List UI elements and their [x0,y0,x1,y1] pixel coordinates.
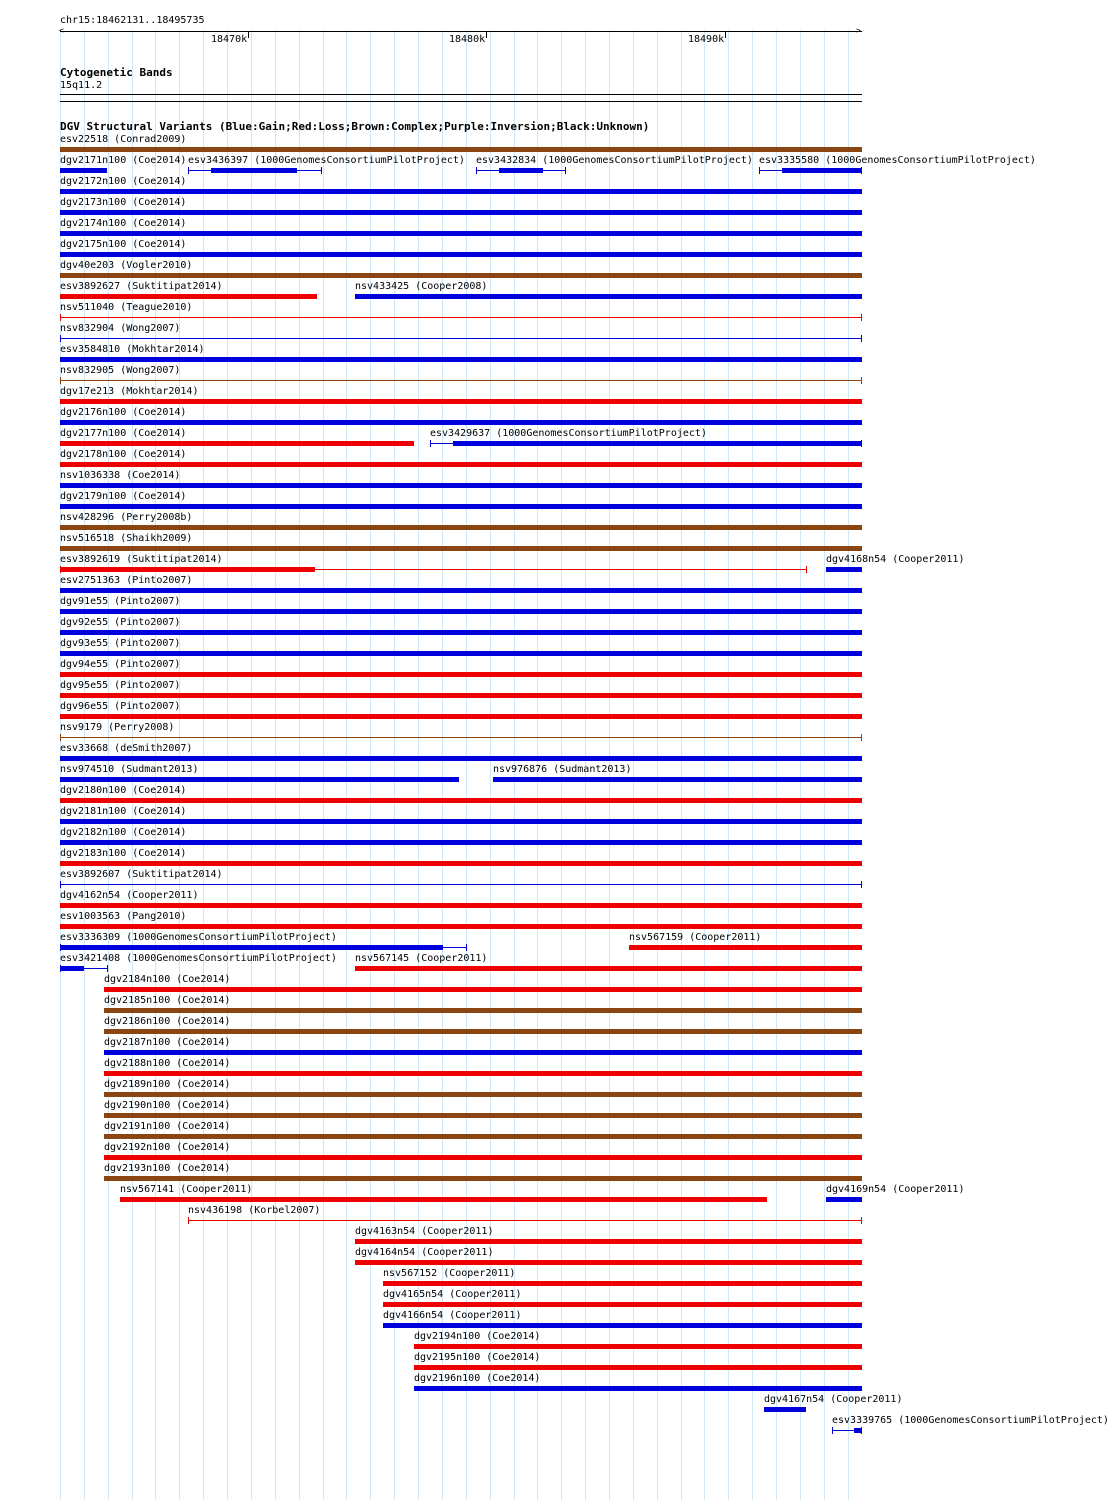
variant-bar[interactable] [60,588,862,593]
variant-label[interactable]: dgv2183n100 (Coe2014) [60,848,187,859]
variant-bar[interactable] [764,1407,806,1412]
variant-bar[interactable] [414,1365,862,1370]
variant-label[interactable]: dgv92e55 (Pinto2007) [60,617,181,628]
variant-label[interactable]: dgv40e203 (Vogler2010) [60,260,193,271]
variant-label[interactable]: dgv2181n100 (Coe2014) [60,806,187,817]
variant-core-bar[interactable] [782,168,862,173]
variant-label[interactable]: dgv2196n100 (Coe2014) [414,1373,541,1384]
variant-label[interactable]: dgv4165n54 (Cooper2011) [383,1289,522,1300]
variant-bar[interactable] [60,231,862,236]
variant-bar[interactable] [60,651,862,656]
variant-bar[interactable] [60,777,459,782]
variant-label[interactable]: dgv4163n54 (Cooper2011) [355,1226,494,1237]
variant-label[interactable]: esv3335580 (1000GenomesConsortiumPilotProject) [759,155,1036,166]
variant-end-tick [476,167,477,174]
variant-bar[interactable] [383,1323,862,1328]
variant-bar[interactable] [60,525,862,530]
variant-bar[interactable] [104,1176,862,1181]
dgv-track-title[interactable]: DGV Structural Variants (Blue:Gain;Red:Loss;Brown:Complex;Purple:Inversion;Black:Unknown) [60,120,650,133]
variant-end-tick [466,944,467,951]
variant-bar[interactable] [60,357,862,362]
variant-span-line[interactable] [188,1220,862,1221]
variant-label[interactable]: dgv2180n100 (Coe2014) [60,785,187,796]
variant-label[interactable]: esv3892627 (Suktitipat2014) [60,281,223,292]
variant-label[interactable]: esv1003563 (Pang2010) [60,911,187,922]
variant-core-bar[interactable] [60,945,443,950]
variant-end-tick [60,314,61,321]
grid-line [370,30,371,1500]
variant-bar[interactable] [60,924,862,929]
variant-label[interactable]: nsv976876 (Sudmant2013) [493,764,632,775]
variant-label[interactable]: dgv2179n100 (Coe2014) [60,491,187,502]
variant-label[interactable]: dgv2193n100 (Coe2014) [104,1163,231,1174]
variant-label[interactable]: esv3339765 (1000GenomesConsortiumPilotProject) [832,1415,1109,1426]
variant-label[interactable]: dgv2192n100 (Coe2014) [104,1142,231,1153]
variant-label[interactable]: dgv2178n100 (Coe2014) [60,449,187,460]
ruler-tick-label: 18470k [211,34,248,45]
variant-bar[interactable] [493,777,862,782]
variant-label[interactable]: dgv2189n100 (Coe2014) [104,1079,231,1090]
variant-label[interactable]: esv3436397 (1000GenomesConsortiumPilotProject) [188,155,465,166]
variant-label[interactable]: nsv832905 (Wong2007) [60,365,181,376]
variant-label[interactable]: dgv2191n100 (Coe2014) [104,1121,231,1132]
ruler-tick [248,31,249,38]
variant-label[interactable]: esv3892619 (Suktitipat2014) [60,554,223,565]
variant-label[interactable]: nsv436198 (Korbel2007) [188,1205,321,1216]
variant-label[interactable]: dgv2190n100 (Coe2014) [104,1100,231,1111]
variant-label[interactable]: dgv91e55 (Pinto2007) [60,596,181,607]
variant-bar[interactable] [104,1113,862,1118]
variant-bar[interactable] [104,1050,862,1055]
variant-label[interactable]: dgv2172n100 (Coe2014) [60,176,187,187]
grid-line [704,30,705,1500]
variant-label[interactable]: dgv95e55 (Pinto2007) [60,680,181,691]
variant-span-line[interactable] [60,380,862,381]
variant-bar[interactable] [383,1281,862,1286]
variant-bar[interactable] [414,1386,862,1391]
variant-label[interactable]: esv22518 (Conrad2009) [60,134,187,145]
grid-line [346,30,347,1500]
variant-label[interactable]: nsv511040 (Teague2010) [60,302,193,313]
variant-label[interactable]: esv33668 (deSmith2007) [60,743,193,754]
variant-label[interactable]: dgv2186n100 (Coe2014) [104,1016,231,1027]
variant-end-tick [759,167,760,174]
variant-label[interactable]: nsv567141 (Cooper2011) [120,1184,253,1195]
variant-bar[interactable] [60,903,862,908]
variant-span-line[interactable] [60,338,862,339]
variant-label[interactable]: dgv4168n54 (Cooper2011) [826,554,965,565]
variant-bar[interactable] [104,1092,862,1097]
variant-label[interactable]: dgv2177n100 (Coe2014) [60,428,187,439]
variant-label[interactable]: dgv4166n54 (Cooper2011) [383,1310,522,1321]
position-label: chr15:18462131..18495735 [60,15,205,26]
variant-bar[interactable] [60,147,862,152]
variant-label[interactable]: dgv2185n100 (Coe2014) [104,995,231,1006]
variant-label[interactable]: dgv4169n54 (Cooper2011) [826,1184,965,1195]
variant-label[interactable]: nsv9179 (Perry2008) [60,722,175,733]
variant-label[interactable]: dgv2188n100 (Coe2014) [104,1058,231,1069]
variant-bar[interactable] [60,168,107,173]
ruler-line [60,31,862,32]
variant-end-tick [188,1217,189,1224]
variant-label[interactable]: dgv2171n100 (Coe2014) [60,155,187,166]
variant-end-tick [188,167,189,174]
variant-bar[interactable] [60,798,862,803]
variant-bar[interactable] [104,1071,862,1076]
grid-line [203,30,204,1500]
variant-bar[interactable] [60,546,862,551]
variant-end-tick [806,566,807,573]
variant-label[interactable]: dgv2173n100 (Coe2014) [60,197,187,208]
variant-label[interactable]: esv3432834 (1000GenomesConsortiumPilotProject) [476,155,753,166]
variant-bar[interactable] [60,840,862,845]
variant-end-tick [832,1427,833,1434]
ruler-arrow-left: < [59,26,64,35]
variant-bar[interactable] [104,1029,862,1034]
variant-bar[interactable] [104,1155,862,1160]
variant-end-tick [861,881,862,888]
variant-label[interactable]: dgv2194n100 (Coe2014) [414,1331,541,1342]
variant-end-tick [861,1217,862,1224]
variant-bar[interactable] [826,567,862,572]
ruler-arrow-right: > [856,26,861,35]
variant-end-tick [60,881,61,888]
variant-bar[interactable] [60,630,862,635]
grid-line [251,30,252,1500]
variant-bar[interactable] [629,945,862,950]
cytoband-bottom-line [60,101,862,102]
variant-end-tick [107,965,108,972]
variant-label[interactable]: dgv2174n100 (Coe2014) [60,218,187,229]
variant-label[interactable]: nsv428296 (Perry2008b) [60,512,193,523]
variant-span-line[interactable] [60,737,862,738]
variant-label[interactable]: dgv2187n100 (Coe2014) [104,1037,231,1048]
variant-end-tick [321,167,322,174]
variant-bar[interactable] [60,441,414,446]
variant-label[interactable]: esv3336309 (1000GenomesConsortiumPilotProject) [60,932,337,943]
variant-label[interactable]: nsv433425 (Cooper2008) [355,281,488,292]
variant-label[interactable]: esv3421408 (1000GenomesConsortiumPilotProject) [60,953,337,964]
variant-label[interactable]: nsv516518 (Shaikh2009) [60,533,193,544]
variant-bar[interactable] [60,861,862,866]
variant-end-tick [565,167,566,174]
cytoband-track-title[interactable]: Cytogenetic Bands [60,66,173,79]
variant-end-tick [861,377,862,384]
variant-label[interactable]: dgv94e55 (Pinto2007) [60,659,181,670]
variant-core-bar[interactable] [60,966,84,971]
variant-bar[interactable] [826,1197,862,1202]
variant-span-line[interactable] [60,317,862,318]
ruler-tick-label: 18480k [449,34,486,45]
variant-label[interactable]: nsv1036338 (Coe2014) [60,470,181,481]
variant-label[interactable]: dgv2175n100 (Coe2014) [60,239,187,250]
variant-core-bar[interactable] [60,567,315,572]
variant-label[interactable]: nsv974510 (Sudmant2013) [60,764,199,775]
variant-label[interactable]: nsv567152 (Cooper2011) [383,1268,516,1279]
grid-line [299,30,300,1500]
variant-bar[interactable] [60,252,862,257]
grid-line [275,30,276,1500]
grid-line [728,30,729,1500]
variant-label[interactable]: esv3892607 (Suktitipat2014) [60,869,223,880]
grid-line [633,30,634,1500]
variant-label[interactable]: esv3584810 (Mokhtar2014) [60,344,205,355]
variant-bar[interactable] [60,294,317,299]
ruler-tick [725,31,726,38]
variant-label[interactable]: dgv96e55 (Pinto2007) [60,701,181,712]
grid-line [776,30,777,1500]
variant-bar[interactable] [60,420,862,425]
variant-label[interactable]: dgv93e55 (Pinto2007) [60,638,181,649]
variant-bar[interactable] [60,483,862,488]
cytoband-top-line [60,94,862,95]
variant-bar[interactable] [383,1302,862,1307]
variant-end-tick [861,335,862,342]
variant-label[interactable]: dgv2195n100 (Coe2014) [414,1352,541,1363]
variant-bar[interactable] [60,819,862,824]
variant-end-tick [60,734,61,741]
variant-bar[interactable] [355,966,862,971]
variant-end-tick [861,734,862,741]
grid-line [657,30,658,1500]
variant-end-tick [60,377,61,384]
variant-end-tick [60,335,61,342]
grid-line [848,30,849,1500]
grid-line [227,30,228,1500]
grid-line [800,30,801,1500]
grid-line [752,30,753,1500]
variant-core-bar[interactable] [854,1428,862,1433]
variant-bar[interactable] [104,1008,862,1013]
grid-line [681,30,682,1500]
variant-bar[interactable] [60,189,862,194]
grid-line [323,30,324,1500]
variant-bar[interactable] [104,987,862,992]
grid-line [824,30,825,1500]
variant-label[interactable]: dgv4167n54 (Cooper2011) [764,1394,903,1405]
variant-label[interactable]: nsv567159 (Cooper2011) [629,932,762,943]
variant-end-tick [430,440,431,447]
variant-bar[interactable] [60,210,862,215]
variant-bar[interactable] [60,273,862,278]
variant-label[interactable]: dgv4164n54 (Cooper2011) [355,1247,494,1258]
variant-span-line[interactable] [60,884,862,885]
variant-bar[interactable] [355,1260,862,1265]
variant-label[interactable]: dgv2182n100 (Coe2014) [60,827,187,838]
variant-bar[interactable] [355,1239,862,1244]
variant-bar[interactable] [414,1344,862,1349]
variant-bar[interactable] [60,462,862,467]
variant-label[interactable]: dgv2184n100 (Coe2014) [104,974,231,985]
variant-bar[interactable] [355,294,862,299]
variant-bar[interactable] [120,1197,767,1202]
variant-bar[interactable] [60,672,862,677]
variant-core-bar[interactable] [453,441,862,446]
variant-label[interactable]: dgv4162n54 (Cooper2011) [60,890,199,901]
variant-label[interactable]: esv2751363 (Pinto2007) [60,575,193,586]
variant-bar[interactable] [60,693,862,698]
variant-bar[interactable] [60,609,862,614]
ruler-tick [486,31,487,38]
variant-bar[interactable] [60,399,862,404]
variant-end-tick [861,314,862,321]
variant-label[interactable]: nsv567145 (Cooper2011) [355,953,488,964]
variant-bar[interactable] [104,1134,862,1139]
variant-label[interactable]: nsv832904 (Wong2007) [60,323,181,334]
variant-label[interactable]: esv3429637 (1000GenomesConsortiumPilotProject) [430,428,707,439]
variant-label[interactable]: dgv17e213 (Mokhtar2014) [60,386,199,397]
variant-bar[interactable] [60,714,862,719]
cytoband-label: 15q11.2 [60,80,103,91]
variant-core-bar[interactable] [211,168,297,173]
variant-label[interactable]: dgv2176n100 (Coe2014) [60,407,187,418]
ruler-tick-label: 18490k [688,34,725,45]
variant-bar[interactable] [60,756,862,761]
variant-core-bar[interactable] [499,168,543,173]
variant-bar[interactable] [60,504,862,509]
